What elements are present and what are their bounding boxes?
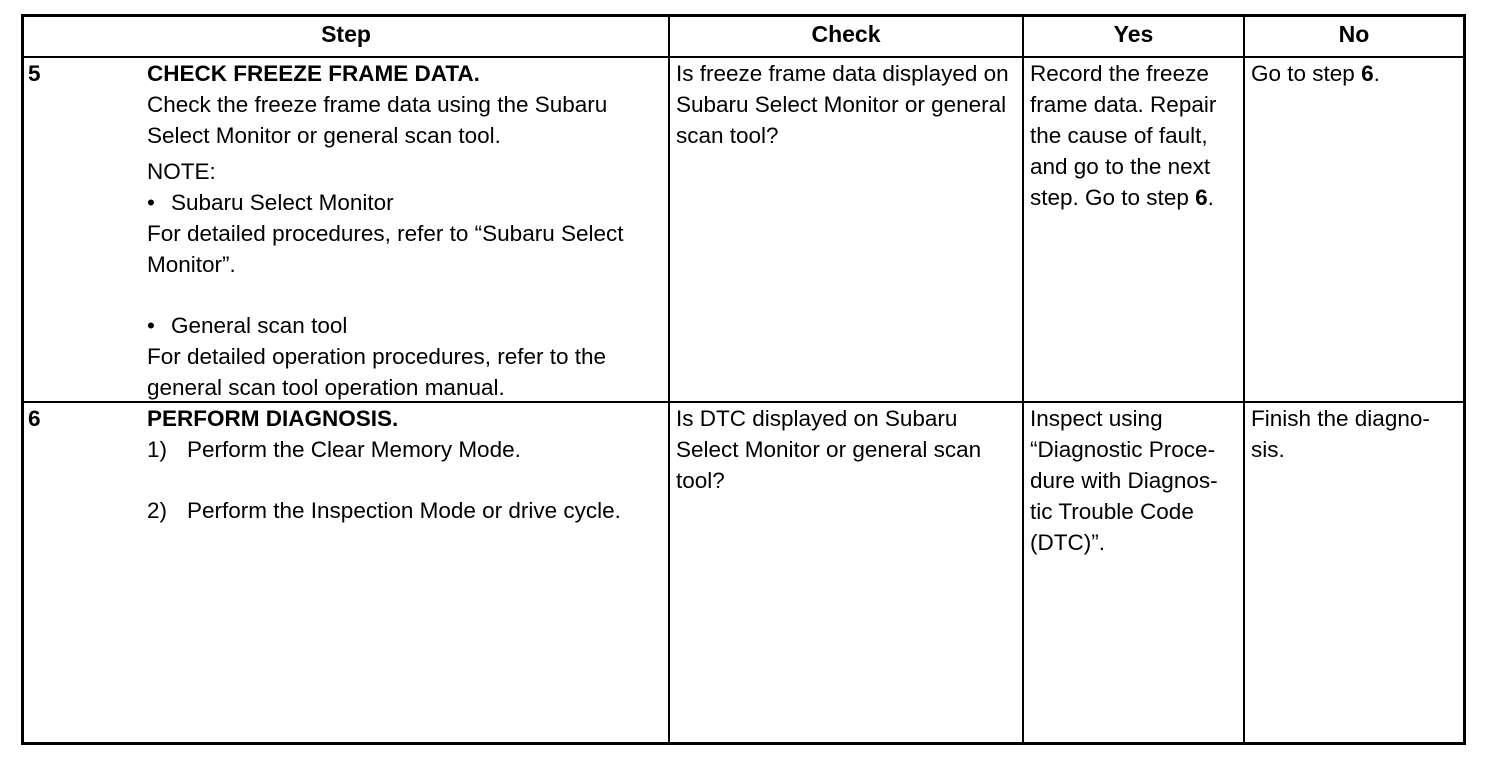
yes-line: “Diagnostic Proce-	[1030, 437, 1216, 462]
bullet-description: For detailed operation procedures, refer to the general scan tool operation manual.	[147, 344, 607, 400]
item-number: 2)	[147, 498, 168, 523]
step-title: PERFORM DIAGNOSIS.	[147, 406, 399, 431]
yes-cell	[1030, 58, 1240, 213]
yes-line: (DTC)”.	[1030, 530, 1105, 555]
check-cell: Is freeze frame data displayed on Subaru Select Monitor or general scan tool?	[676, 61, 1009, 148]
no-step-ref: 6	[1361, 61, 1374, 86]
item-number: 1)	[147, 437, 168, 462]
bullet-item	[147, 310, 667, 341]
no-line: sis.	[1251, 437, 1285, 462]
bullet-icon: •	[147, 313, 155, 338]
yes-cell	[1030, 403, 1240, 558]
header-step: Step	[321, 21, 371, 47]
header-check: Check	[811, 21, 881, 47]
item-text: Perform the Inspection Mode or drive cycle.	[187, 498, 621, 523]
bullet-icon: •	[147, 190, 155, 215]
yes-line: Inspect using	[1030, 406, 1163, 431]
step-number: 6	[28, 406, 41, 431]
check-cell: Is DTC displayed on Subaru Select Monitor or general scan tool?	[676, 406, 982, 493]
header-no: No	[1338, 21, 1370, 47]
bullet-item	[147, 187, 667, 218]
note-label: NOTE:	[147, 159, 216, 184]
step-5-content	[147, 58, 667, 403]
no-line: Finish the diagno-	[1251, 406, 1430, 431]
no-cell	[1251, 403, 1461, 465]
no-text: Go to step	[1251, 61, 1362, 86]
yes-text-end: .	[1207, 185, 1214, 210]
column-divider	[1243, 14, 1245, 745]
numbered-item	[147, 434, 667, 465]
column-divider	[668, 14, 670, 745]
yes-text: Record the freeze frame data. Repair the cause of fault, and go to the next step. Go to step	[1030, 61, 1217, 210]
header-yes: Yes	[1113, 21, 1154, 47]
step-number: 5	[28, 61, 41, 86]
numbered-item	[147, 495, 667, 526]
bullet-description: For detailed procedures, refer to “Subaru Select Monitor”.	[147, 221, 624, 277]
no-text-end: .	[1373, 61, 1380, 86]
bullet-label: General scan tool	[171, 313, 348, 338]
column-divider	[1022, 14, 1024, 745]
bullet-label: Subaru Select Monitor	[171, 190, 394, 215]
yes-line: dure with Diagnos-	[1030, 468, 1218, 493]
step-6-content	[147, 403, 667, 526]
yes-line: tic Trouble Code	[1030, 499, 1194, 524]
item-text: Perform the Clear Memory Mode.	[187, 437, 521, 462]
no-cell	[1251, 58, 1461, 89]
step-instruction: Check the freeze frame data using the Subaru Select Monitor or general scan tool.	[147, 92, 608, 148]
step-title: CHECK FREEZE FRAME DATA.	[147, 61, 480, 86]
yes-step-ref: 6	[1195, 185, 1208, 210]
